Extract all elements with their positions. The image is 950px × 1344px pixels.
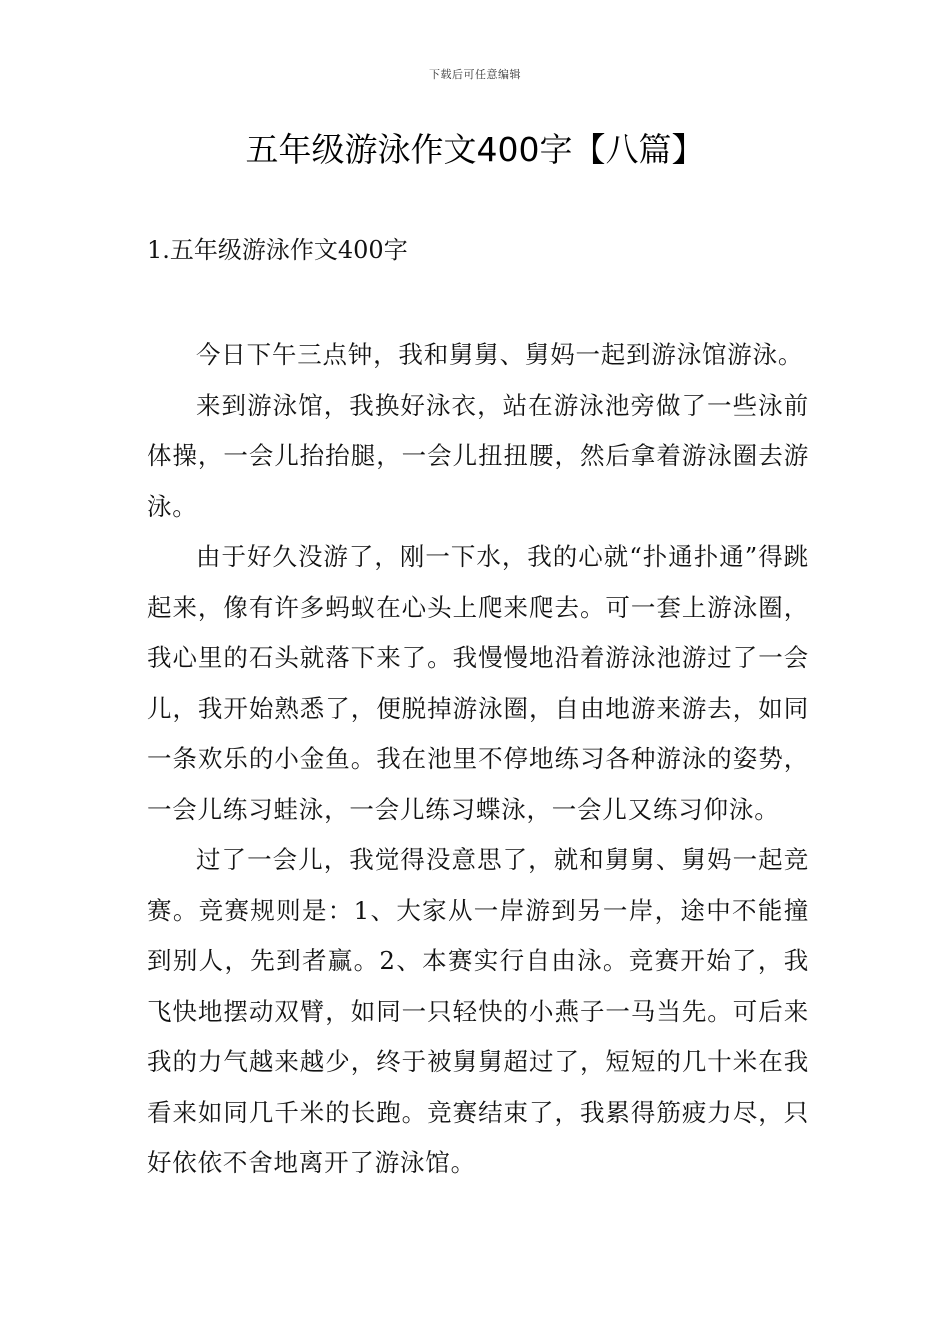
section-heading: 1.五年级游泳作文400字 xyxy=(147,236,408,264)
paragraph: 今日下午三点钟，我和舅舅、舅妈一起到游泳馆游泳。 xyxy=(196,340,804,369)
paragraph: 来到游泳馆，我换好泳衣，站在游泳池旁做了一些泳前体操，一会儿抬抬腿，一会儿扭扭腰，然后拿着游泳圈去游泳。 xyxy=(147,390,809,521)
document-title: 五年级游泳作文400字【八篇】 xyxy=(245,130,705,169)
paragraph: 过了一会儿，我觉得没意思了，就和舅舅、舅妈一起竞赛。竞赛规则是：1、大家从一岸游到另一岸，途中不能撞到别人，先到者赢。2、本赛实行自由泳。竞赛开始了，我飞快地摆动双臂，如同一只轻快的小燕子一马当先。可后来我的力气越来越少，终于被舅舅超过了，短短的几十米在我看来如同几千米的长跑。竞赛结束了，我累得筋疲力尽，只好依依不舍地离开了游泳馆。 xyxy=(147,845,809,1177)
header-note: 下载后可任意编辑 xyxy=(429,68,521,81)
section-body xyxy=(147,330,809,1189)
paragraph: 由于好久没游了，刚一下水，我的心就“扑通扑通”得跳起来，像有许多蚂蚁在心头上爬来爬去。可一套上游泳圈，我心里的石头就落下来了。我慢慢地沿着游泳池游过了一会儿，我开始熟悉了，便脱掉游泳圈，自由地游来游去，如同一条欢乐的小金鱼。我在池里不停地练习各种游泳的姿势，一会儿练习蛙泳，一会儿练习蝶泳，一会儿又练习仰泳。 xyxy=(147,542,809,824)
